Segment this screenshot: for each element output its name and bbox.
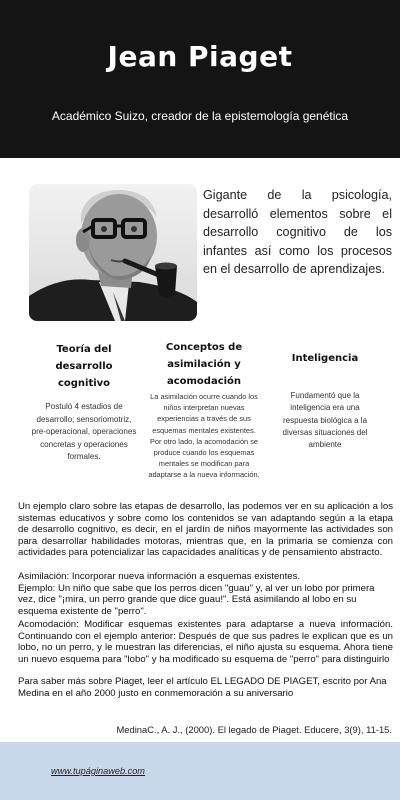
example-paragraph: Un ejemplo claro sobre las etapas de desarrollo, las podemos ver en su aplicación a los sistemas educativos y sobre como los contenidos se van adaptando según a la etapa de desarrollo cognitivo, es decir, en el jardín de niños mayormente las actividades son para desarrollar habilidades motoras, mientras que, en la primaria se comienza con actividades para potencializar las capacidades analíticas y de pensamiento abstracto.	[18, 501, 393, 558]
portrait-illustration	[29, 184, 197, 321]
column-body: Postuló 4 estadios de desarrollo; sensoriomotriz, pre-operacional, operaciones concretas y operaciones formales.	[31, 402, 137, 462]
column-heading: Conceptos de asimilación y acomodación	[165, 342, 243, 387]
page-title: Jean Piaget	[107, 40, 293, 73]
concept-column-cognitive-theory	[31, 341, 137, 462]
page-subtitle: Académico Suizo, creador de la epistemología genética	[51, 109, 349, 123]
intro-text: Gigante de la psicología, desarrolló elementos sobre el desarrollo cognitivo de los infantes así como los procesos en el desarrollo de aprendizajes.	[203, 188, 392, 276]
website-link[interactable]: www.tupáginaweb.com	[51, 766, 145, 776]
assimilation-paragraph: Asimilación: Incorporar nueva información a esquemas existentes. Ejemplo: Un niño que sabe que los perros dicen "guau" y, al ver un lobo por primera vez, dice "¡mira, un perro grande que dice guau!". Está asimilando al lobo en su esquema existente de "perro".	[18, 571, 375, 617]
header-banner	[0, 0, 400, 158]
portrait-photo	[29, 184, 197, 321]
concept-column-intelligence	[272, 350, 378, 450]
column-heading: Teoría del desarrollo cognitivo	[55, 344, 113, 389]
column-heading: Inteligencia	[291, 353, 359, 364]
column-body: La asimilación ocurre cuando los niños interpretan nuevas experiencias a través de sus esquemas mentales existentes. Por otro lado, la acomodación se produce cuando los esquemas mentales se modifican para adaptarse a la nueva información.	[148, 392, 260, 480]
column-body: Fundamentó que la inteligencia era una respuesta biológica a la diversas situaciones del ambiente	[282, 391, 368, 450]
citation: MedinaC., A. J., (2000). El legado de Piaget. Educere, 3(9), 11-15.	[116, 724, 392, 735]
accommodation-paragraph: Acomodación: Modificar esquemas existentes para adaptarse a nueva información. Continuando con el ejemplo anterior: Después de que sus padres le explican que es un lobo, no un perro, y le muestran las diferencias, el niño ajusta su esquema. Ahora tiene un nuevo esquema para "lobo" y ha modificado su esquema de "perro" para distinguirlo	[18, 619, 393, 665]
concept-column-assimilation	[146, 339, 262, 480]
further-reading-paragraph: Para saber más sobre Piaget, leer el artículo EL LEGADO DE PIAGET, escrito por Ana Medina en el año 2000 justo en conmemoración a su aniversario	[18, 676, 387, 699]
